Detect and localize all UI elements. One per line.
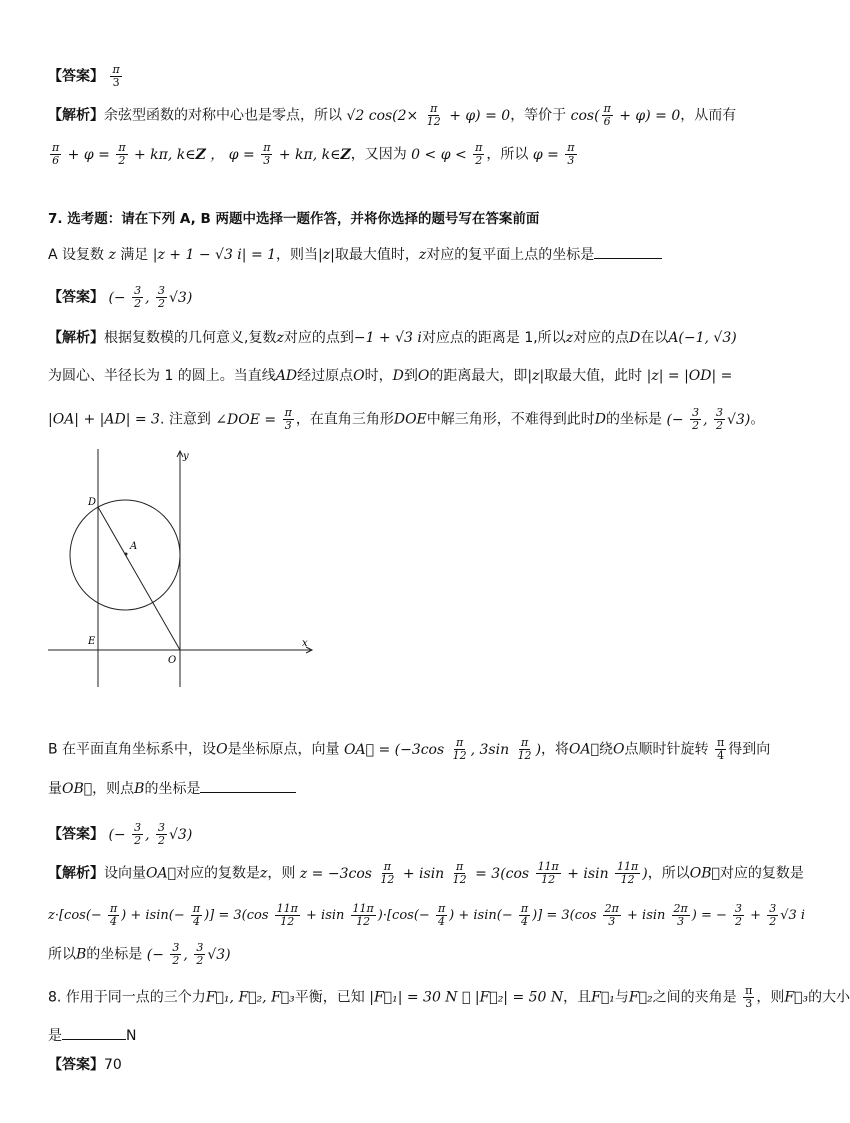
q6-answer-line (48, 64, 124, 89)
formula: √2 cos(2× $\frac{\pi}{12}$ + φ) = 0 (346, 102, 511, 129)
label-o: O (168, 655, 177, 666)
label-a: A (130, 541, 138, 552)
label-e: E (88, 636, 96, 647)
q6-answer-value: $\frac{\pi}{3}$ (112, 63, 120, 90)
q7a-analysis-line2: 为圆心、半径长为 1 的圆上。当直线AD经过原点O时，D到O的距离最大，即|z|取最大值，此时 |z| = |OD| = (48, 368, 733, 384)
q7b-answer-line: 【答案】 (− $\frac{3}{2}$ , $\frac{3}{2}$ √3) (48, 821, 193, 848)
q7b-analysis-line3: 所以B的坐标是 (− $\frac{3}{2}$ , $\frac{3}{2}$ √3) (48, 941, 231, 968)
q7b-analysis-line2: z·[cos(− $\frac{\pi}{4}$ ) + isin(− $\frac{\pi}{4}$ )] = 3(cos $\frac{11\pi}{12}$ + isin $\frac{11\pi}{12}$ )·[cos(− $\frac{\pi}{4}$ ) + isin(− $\frac{\pi}{4}$ )] = 3(cos $\frac{2\pi}{3}$ + isin $\frac{2\pi}{3}$ ) = − $\frac{3}{2}$ + $\frac{3}{2}$ √3 i (48, 902, 806, 929)
q7-title: 7. 选考题：请在下列 A, B 两题中选择一题作答，并将你选择的题号写在答案前面 (48, 211, 540, 227)
label-d: D (88, 497, 97, 508)
q6-analysis-line1: 【解析】余弦型函数的对称中心也是零点，所以 √2 cos(2× $\frac{\pi}{12}$ + φ) = 0，等价于 cos( $\frac{\pi}{6}$ + φ) = 0，从而有 (48, 102, 737, 129)
point-a (125, 553, 128, 556)
q7a-analysis-line1: 【解析】根据复数模的几何意义,复数z对应的点到−1 + √3 i对应点的距离是 1,所以z对应的点D在以A(−1, √3) (48, 330, 737, 346)
q7b-question-line2: 量OB⃗，则点B的坐标是 (48, 780, 296, 796)
segment-do (98, 507, 180, 650)
geometry-figure (40, 445, 330, 695)
answer-blank (200, 780, 296, 793)
answer-blank (62, 1027, 126, 1040)
q8-question-line2: 是 N (48, 1028, 137, 1044)
q7b-analysis-line1: 【解析】设向量OA⃗对应的复数是z，则 z = −3cos $\frac{\pi}{12}$ + isin $\frac{\pi}{12}$ = 3(cos $\frac{11\pi}{12}$ + isin $\frac{11\pi}{12}$ )，所以OB⃗对应的复数是 (48, 860, 804, 887)
q7a-answer-line: 【答案】 (− $\frac{3}{2}$ , $\frac{3}{2}$ √3) (48, 284, 193, 311)
q7a-analysis-line3: |OA| + |AD| = 3. 注意到 ∠DOE = $\frac{\pi}{3}$ ，在直角三角形DOE中解三角形，不难得到此时D的坐标是 (− $\frac{3}{2}$ , $\frac{3}{2}$ √3)。 (48, 406, 765, 433)
q6-analysis-line2: $\frac{\pi}{6}$ + φ = $\frac{\pi}{2}$ + kπ, k∈Z ， φ = $\frac{\pi}{3}$ + kπ, k∈Z，又因为 0 < φ < $\frac{\pi}{2}$ ，所以 φ = $\frac{\pi}{3}$ (52, 141, 575, 168)
q8-question-line1: 8. 作用于同一点的三个力F⃗₁, F⃗₂, F⃗₃平衡，已知 |F⃗₁| = 30 N ， |F⃗₂| = 50 N，且F⃗₁与F⃗₂之间的夹角是 $\frac{\pi}{3}$ ，则F⃗₃的大小 (48, 984, 850, 1011)
label-y: y (183, 451, 189, 462)
q7a-question: A 设复数 z 满足 |z + 1 − √3 i| = 1，则当|z|取最大值时，z对应的复平面上点的坐标是 (48, 246, 662, 262)
q7b-question-line1: B 在平面直角坐标系中，设O是坐标原点，向量 OA⃗ = (−3cos $\frac{\pi}{12}$ , 3sin $\frac{\pi}{12}$ )，将OA⃗绕O点顺时针旋转 $\frac{\pi}{4}$ 得到向 (48, 736, 771, 763)
label-x: x (302, 638, 308, 649)
q8-answer-line: 【答案】70 (48, 1057, 122, 1073)
answer-label: 【答案】 (48, 68, 104, 85)
answer-blank (594, 246, 662, 259)
analysis-label: 【解析】 (48, 107, 104, 124)
q8-answer-value: 70 (104, 1057, 122, 1073)
